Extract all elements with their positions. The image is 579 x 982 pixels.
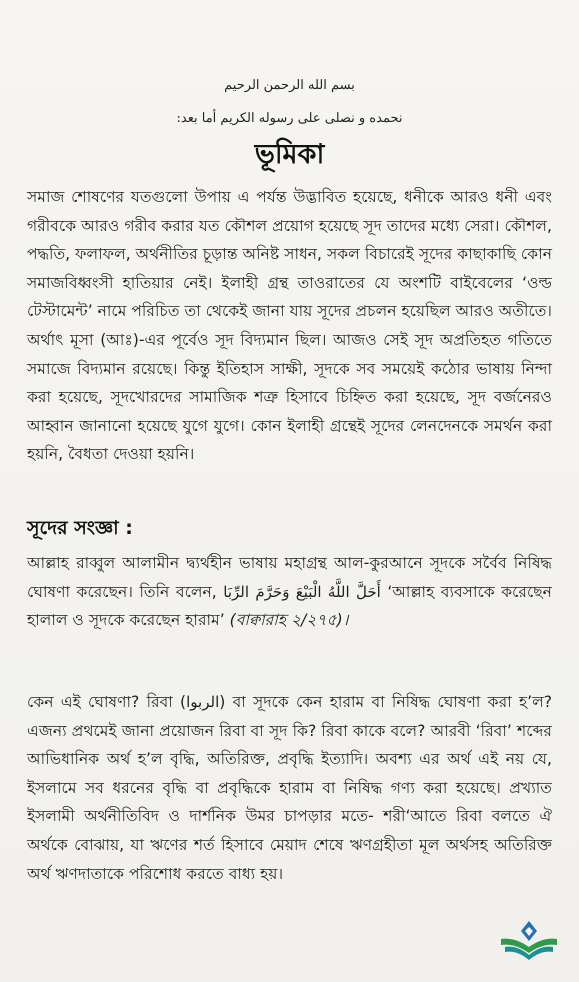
- intro-paragraph: সমাজ শোষণের যতগুলো উপায় এ পর্যন্ত উদ্ভাবিত হয়েছে, ধনীকে আরও ধনী এবং গরীবকে আরও গরীব করার যত কৌশল প্রয়োগ হয়েছে সূদ তাদের মধ্যে সেরা। কৌশল, পদ্ধতি, ফলাফল, অর্থনীতির চূড়ান্ত অনিষ্ট সাধন, সকল বিচারেই সূদের কাছাকাছি কোন সমাজবিধ্বংসী হাতিয়ার নেই। ইলাহী গ্রন্থ তাওরাতের যে অংশটি বাইবেলের ‘ওল্ড টেস্টামেন্ট’ নামে পরিচিত তা থেকেই জানা যায় সূদের প্রচলন হয়েছিল আরও অতীতে। অর্থাৎ মূসা (আঃ)-এর পূর্বেও সূদ বিদ্যমান ছিল। আজও সেই সূদ অপ্রতিহত গতিতে সমাজে বিদ্যমান রয়েছে। কিন্তু ইতিহাস সাক্ষী, সূদকে সব সময়েই কঠোর ভাষায় নিন্দা করা হয়েছে, সূদখোরদের সামাজিক শত্রু হিসাবে চিহ্নিত করা হয়েছে, সূদ বর্জনেরও আহ্বান জানানো হয়েছে যুগে যুগে। কোন ইলাহী গ্রন্থেই সূদের লেনদেনকে সমর্থন করা হয়নি, বৈধতা দেওয়া হয়নি।: [27, 188, 553, 464]
- definition-paragraph: [27, 549, 552, 635]
- quran-verse-arabic: أَحَلَّ اللَّهُ الْبَيْعَ وَحَرَّمَ الرِّبَا: [223, 582, 381, 601]
- verse-reference: (বাক্বারাহ ২/২৭৫)।: [229, 611, 349, 630]
- book-logo-icon: [497, 917, 561, 963]
- definition-text: আল্লাহ রাব্বুল আলামীন দ্ব্যর্থহীন ভাষায় মহাগ্রন্থ আল-কুরআনে সূদকে সর্বৈব নিষিদ্ধ ঘোষণা করেছেন। তিনি বলেন,: [27, 554, 552, 601]
- riba-arabic-word: الربوا: [186, 693, 220, 711]
- verse-translation: ‘আল্লাহ ব্যবসাকে করেছেন হালাল ও সূদকে করেছেন হারাম’: [27, 582, 552, 630]
- section-heading-definition: সূদের সংজ্ঞা :: [27, 517, 133, 539]
- hamd-line: نحمده و نصلى على رسوله الكريم أما بعد:: [176, 111, 403, 126]
- riba-text-part2: ) বা সূদকে কেন হারাম বা নিষিদ্ধ ঘোষণা করা হ’ল? এজন্য প্রথমেই জানা প্রয়োজন রিবা বা সূদ কি? রিবা কাকে বলে? আরবী ‘রিবা’ শব্দের আভিধানিক অর্থ হ’ল বৃদ্ধি, অতিরিক্ত, প্রবৃদ্ধি ইত্যাদি। অবশ্য এর অর্থ এই নয় যে, ইসলামে সব ধরনের বৃদ্ধি বা প্রবৃদ্ধিকে হারাম বা নিষিদ্ধ গণ্য করা হয়েছে। প্রখ্যাত ইসলামী অর্থনীতিবিদ ও দার্শনিক উমর চাপড়ার মতে- শরী‘আতে রিবা বলতে ঐ অর্থকে বোঝায়, যা ঋণের শর্ত হিসাবে মেয়াদ শেষে ঋণগ্রহীতা মূল অর্থসহ অতিরিক্ত অর্থ ঋণদাতাকে পরিশোধ করতে বাধ্য হয়।: [27, 693, 552, 883]
- page-title: ভূমিকা: [254, 139, 325, 170]
- bismillah-line: بسم الله الرحمن الرحيم: [224, 78, 355, 93]
- riba-paragraph: [27, 688, 552, 888]
- riba-text-part1: কেন এই ঘোষণা? রিবা (: [27, 693, 187, 711]
